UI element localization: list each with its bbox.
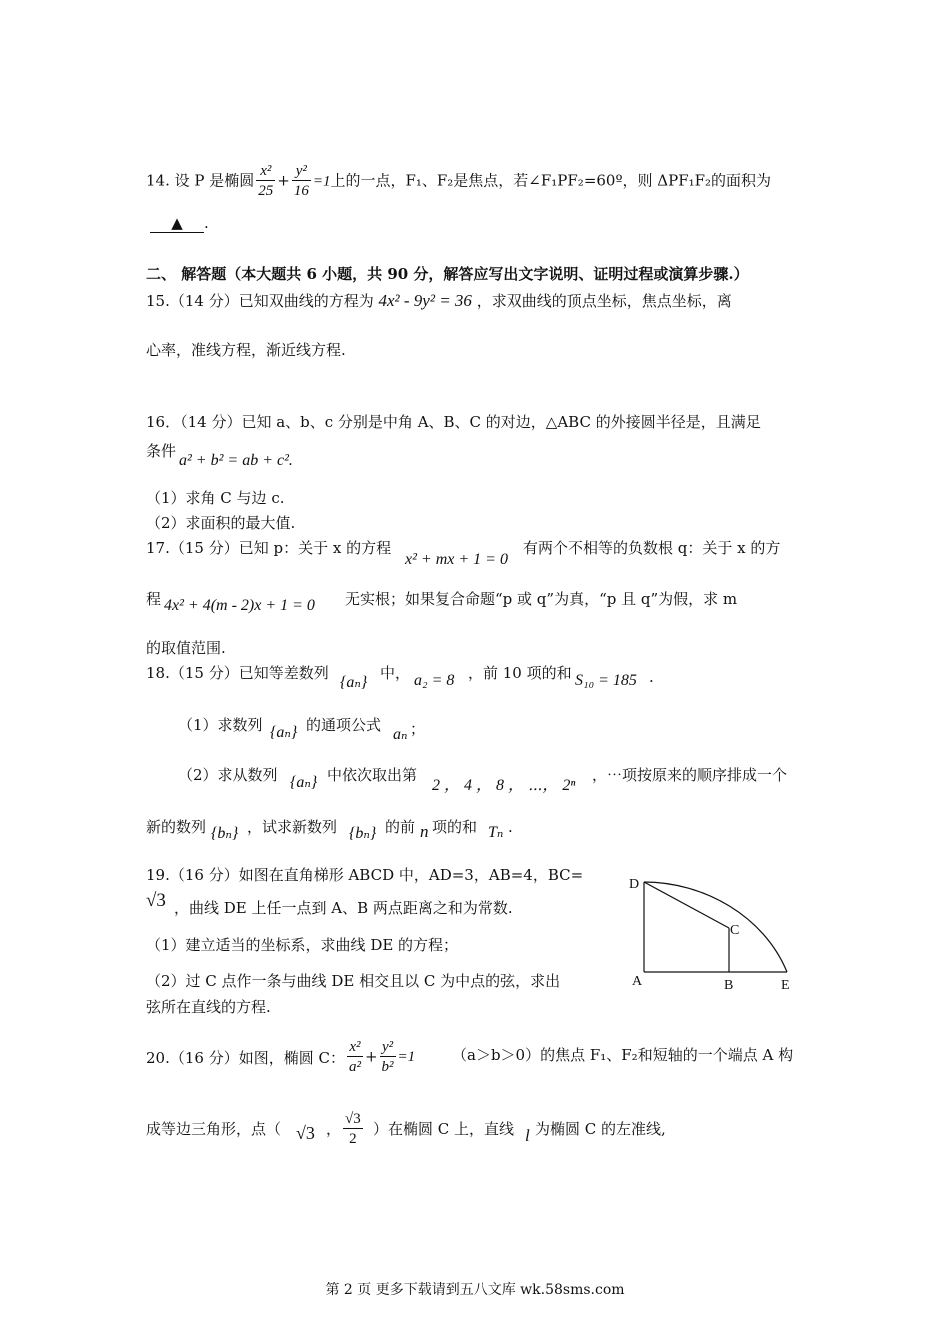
q18-sub2-suffix: ，⋯项按原来的顺序排成一个 — [592, 766, 788, 784]
q18-sub2-terms: 2 ， 4 ， 8 ， ⋯， 2ⁿ — [432, 777, 576, 794]
q20-frac-y: $\frac{\text{y²}}{\text{b²}}$ — [381, 1039, 394, 1075]
q17-line1 — [146, 537, 391, 558]
q20-line2 — [146, 1118, 281, 1139]
q18-sub1 — [178, 714, 263, 735]
q14-end: . — [204, 214, 209, 232]
q16-line1: 16．（14 分）已知 a、b、c 分别是中角 A、B、C 的对边，△ABC 的外接圆半径是，且满足 — [146, 413, 761, 431]
trapezoid-figure — [624, 866, 804, 1001]
q18-sub2-l2-mid2: 的前 — [385, 818, 416, 836]
q20-point-x: √3 — [296, 1123, 315, 1143]
label-c: C — [730, 923, 740, 938]
q18-sub1-seq: {aₙ} — [270, 724, 298, 741]
q20-line2-prefix: 成等边三角形，点（ — [146, 1120, 282, 1138]
q15-line2: 心率，准线方程，渐近线方程. — [146, 341, 346, 359]
q16-formula-end: . — [288, 452, 293, 469]
q20-line2-suffix: ）在椭圆 C 上，直线 — [373, 1120, 515, 1138]
q20-line1: 20.（16 分）如图，椭圆 C： $\frac{\text{x²}}{\text{a²}}$ + $\frac{\text{y²}}{\text{b²}}$ =1 — [146, 1039, 416, 1075]
q18-seq: {aₙ} — [340, 674, 368, 691]
q20-l: l — [525, 1126, 530, 1145]
q18-a2: a₂ = 8 — [414, 672, 455, 689]
q18-sub2-prefix: （2）求从数列 — [178, 766, 278, 784]
q20-eq: =1 — [397, 1049, 416, 1065]
q19-line2: ，曲线 DE 上任一点到 A、B 两点距离之和为常数. — [174, 899, 513, 917]
q18-sub2-l2-prefix: 新的数列 — [146, 818, 207, 836]
q20-comma: ， — [326, 1120, 342, 1138]
q14-prefix: 14. 设 P 是椭圆 — [146, 171, 255, 190]
q18-sub1-prefix: （1）求数列 — [178, 716, 263, 734]
q14-frac-y: $\frac{\text{y²}}{16}$ — [293, 163, 309, 199]
answer-blank: ▲ — [150, 214, 204, 233]
q16-sub2: （2）求面积的最大值. — [146, 514, 296, 532]
q18-n: n — [420, 822, 429, 841]
q20-frac-point: $\frac{√3}{2}$ — [345, 1111, 361, 1147]
q19-line1: 19.（16 分）如图在直角梯形 ABCD 中，AD=3，AB=4，BC= — [146, 866, 584, 884]
q17-prefix: 17.（15 分）已知 p：关于 x 的方程 — [146, 539, 392, 557]
q18-sub1-end: ； — [410, 720, 426, 738]
q20-suffix: （a＞b＞0）的焦点 F₁、F₂和短轴的一个端点 A 构 — [452, 1046, 794, 1064]
q19-sqrt3: √3 — [146, 890, 166, 911]
q16-line2-prefix: 条件 — [146, 442, 177, 460]
q18-s10: S₁₀ = 185 — [575, 672, 637, 689]
q18-tn: Tₙ — [488, 824, 504, 841]
q17-line3: 的取值范围. — [146, 639, 226, 657]
q18-sub2-l2-mid: ，试求新数列 — [247, 818, 338, 836]
q18-bn: {bₙ} — [211, 825, 239, 842]
q18-sub2-end: . — [508, 818, 513, 836]
q18-sub2-line2 — [146, 816, 206, 837]
q16-line2 — [146, 440, 176, 461]
q18-line1 — [146, 662, 329, 683]
q18-sub2 — [178, 764, 278, 785]
q14-eq: =1 — [312, 173, 331, 190]
q16-formula-text: a² + b² = ab + c² — [179, 452, 289, 469]
q18-mid: 中， — [380, 664, 411, 682]
q18-sub2-l2-mid3: 项的和 — [432, 818, 478, 836]
q17-formula1: x² + mx + 1 = 0 — [405, 551, 508, 568]
q15-line1 — [146, 290, 732, 311]
q14-suffix: 上的一点，F₁、F₂是焦点，若∠F₁PF₂=60º，则 ΔPF₁F₂的面积为 — [330, 171, 772, 190]
q18-end: . — [649, 668, 654, 686]
q20-prefix: 20.（16 分）如图，椭圆 C： — [146, 1049, 345, 1067]
q17-suffix1: 有两个不相等的负数根 q：关于 x 的方 — [523, 539, 781, 557]
q15-prefix: 15.（14 分）已知双曲线的方程为 — [146, 292, 374, 310]
q17-line2-prefix: 程 — [146, 590, 162, 608]
q20-frac-x: $\frac{\text{x²}}{\text{a²}}$ — [348, 1039, 361, 1075]
q17-suffix2: 无实根；如果复合命题“p 或 q”为真，“p 且 q”为假，求 m — [345, 590, 738, 608]
q18-sub2-mid: 中依次取出第 — [327, 766, 418, 784]
q18-mid2: ，前 10 项的和 — [468, 664, 572, 682]
q20-point-y — [341, 1110, 365, 1149]
q14-line1: 14. 设 P 是椭圆 $\frac{\text{x²}}{25}$ + $\frac{\text{y²}}{16}$ =1上的一点，F₁、F₂是焦点，若∠F₁PF₂=60º，则 ΔPF₁F₂的面积为 — [146, 163, 772, 199]
q14-frac-x: $\frac{\text{x²}}{25}$ — [258, 163, 274, 199]
q18-sub2-seq: {aₙ} — [290, 774, 318, 791]
q16-sub1: （1）求角 C 与边 c. — [146, 489, 285, 507]
q19-sub2-l2: 弦所在直线的方程. — [146, 998, 271, 1016]
label-b: B — [724, 978, 734, 993]
q15-suffix: ，求双曲线的顶点坐标，焦点坐标，离 — [476, 292, 732, 310]
q18-bn2: {bₙ} — [349, 825, 377, 842]
q14-line2 — [150, 214, 209, 233]
label-e: E — [781, 978, 790, 993]
label-a: A — [632, 974, 643, 989]
q18-sub1-an: aₙ — [393, 726, 408, 743]
label-d: D — [629, 877, 640, 892]
q19-sub1: （1）建立适当的坐标系，求曲线 DE 的方程； — [146, 936, 459, 954]
section-title: 二、 解答题（本大题共 6 小题，共 90 分，解答应写出文字说明、证明过程或演算步骤.） — [146, 265, 749, 283]
q15-formula: 4x² - 9y² = 36 — [378, 291, 472, 310]
q19-sub2-l1: （2）过 C 点作一条与曲线 DE 相交且以 C 为中点的弦，求出 — [146, 972, 561, 990]
q17-formula2: 4x² + 4(m - 2)x + 1 = 0 — [164, 597, 315, 614]
page-footer: 第 2 页 更多下载请到五八文库 wk.58sms.com — [325, 1282, 625, 1298]
q20-line2-end: 为椭圆 C 的左准线, — [535, 1120, 666, 1138]
q18-prefix: 18.（15 分）已知等差数列 — [146, 664, 329, 682]
q18-sub1-mid: 的通项公式 — [306, 716, 382, 734]
q16-formula — [179, 452, 293, 470]
